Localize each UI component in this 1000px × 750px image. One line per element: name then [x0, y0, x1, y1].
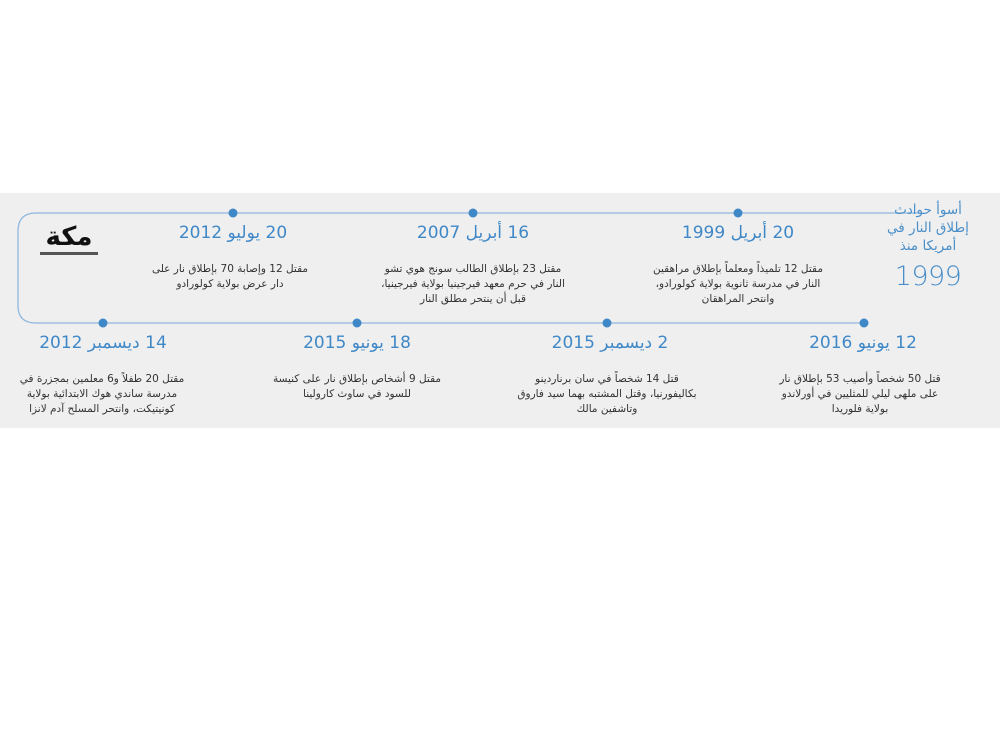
event-date: 16 أبريل 2007 — [416, 223, 530, 243]
timeline-dot — [603, 319, 612, 328]
event-description: مقتل 9 أشخاص بإطلاق نار على كنيسة للسود في ساوث كارولينا — [272, 373, 442, 400]
timeline-dot — [99, 319, 108, 328]
event-date: 20 يوليو 2012 — [178, 223, 288, 243]
timeline-header — [878, 201, 978, 294]
event-description: مقتل 12 تلميذاً ومعلماً بإطلاق مراهقين النار في مدرسة ثانوية بولاية كولورادو، وانتحر المراهقان — [653, 263, 823, 305]
timeline-dot — [734, 209, 743, 218]
event-description: قتل 50 شخصاً وأصيب 53 بإطلاق نار على ملهى ليلي للمثليين في أورلاندو بولاية فلوريدا — [779, 373, 941, 415]
event-description: مقتل 20 طفلاً و6 معلمين بمجزرة في مدرسة ساندي هوك الابتدائية بولاية كونيتيكت، وانتحر المسلح آدم لانزا — [19, 373, 185, 415]
publisher-logo — [36, 224, 102, 256]
timeline-dot — [353, 319, 362, 328]
event-date: 2 ديسمبر 2015 — [551, 333, 669, 353]
event-description: مقتل 23 بإطلاق الطالب سونج هوي تشو النار في حرم معهد فيرجينيا بولاية فيرجينيا، قبل أن ينتحر مطلق النار — [381, 263, 565, 305]
logo-underline — [40, 252, 98, 255]
event-date: 12 يونيو 2016 — [809, 333, 917, 353]
event-date: 18 يونيو 2015 — [303, 333, 411, 353]
timeline-dot — [860, 319, 869, 328]
event-date: 20 أبريل 1999 — [681, 223, 795, 243]
logo-text: مكة — [45, 222, 93, 252]
header-year: 1999 — [894, 261, 962, 292]
timeline-dot — [229, 209, 238, 218]
timeline-dot — [469, 209, 478, 218]
event-date: 14 ديسمبر 2012 — [39, 333, 167, 353]
event-description: مقتل 12 وإصابة 70 بإطلاق نار على دار عرض بولاية كولورادو — [151, 263, 309, 290]
header-title: أسوأ حوادث إطلاق النار في أمريكا منذ — [887, 202, 969, 254]
event-description: قتل 14 شخصاً في سان برناردينو بكاليفورنيا، وقتل المشتبه بهما سيد فاروق وتاشفين مالك — [517, 373, 697, 415]
